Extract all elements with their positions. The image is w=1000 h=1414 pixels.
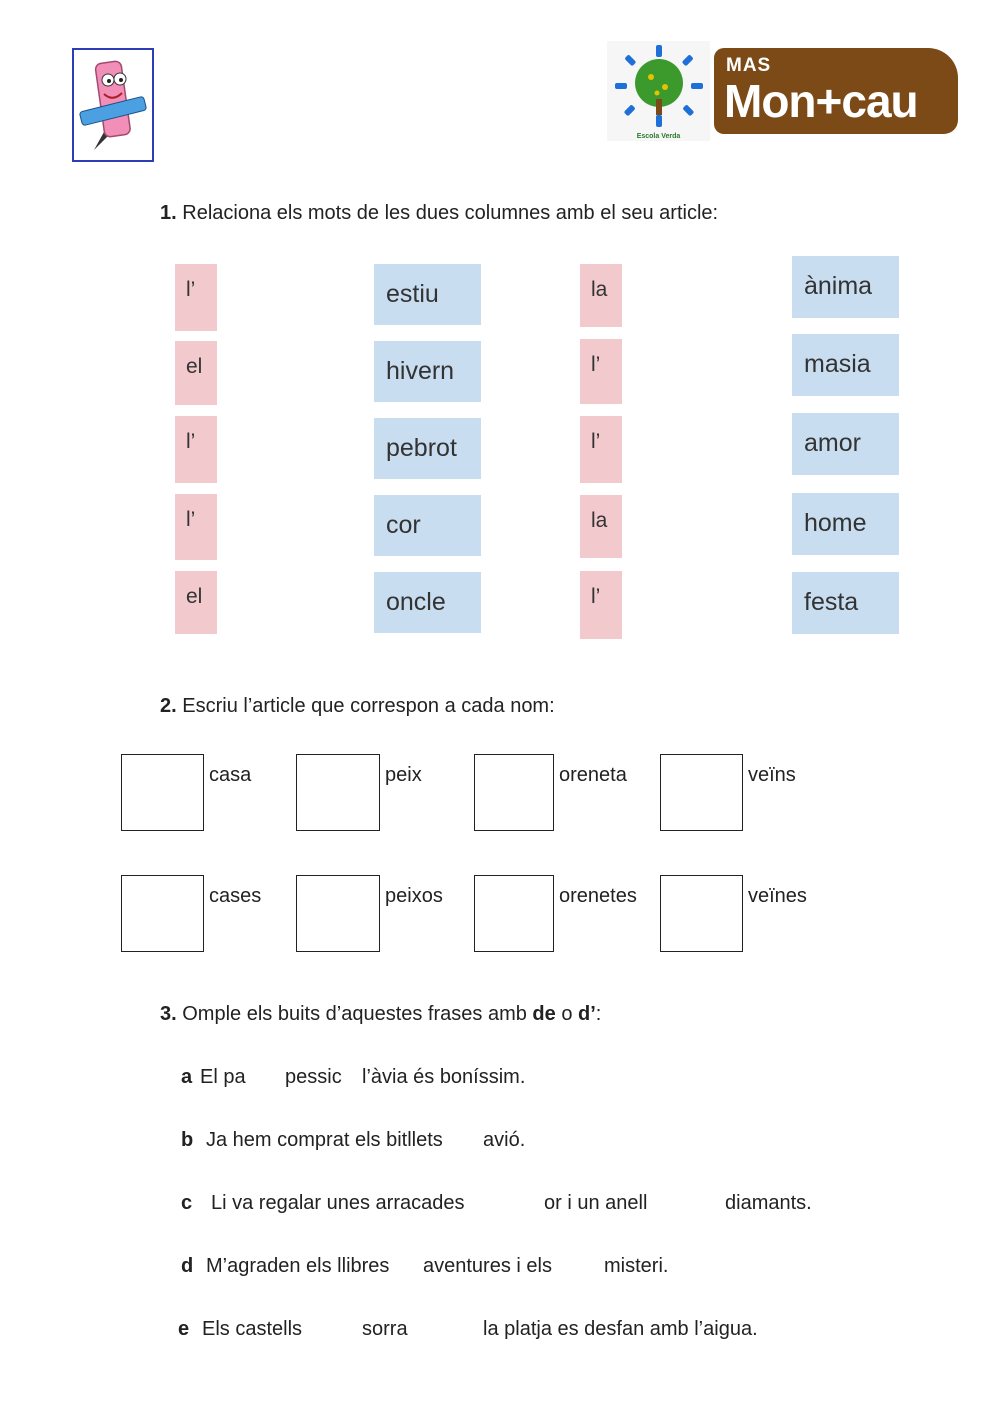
q2-noun: peixos (385, 885, 443, 907)
q3-sentence-part: or i un anell (544, 1192, 648, 1214)
q2-text: Escriu l’article que correspon a cada nom: (182, 695, 555, 717)
q1-col1-word[interactable]: pebrot (374, 418, 481, 479)
q1-col1-word[interactable]: oncle (374, 572, 481, 633)
q2-answer-box[interactable] (474, 754, 554, 831)
q3-sentence-part: Els castells (202, 1318, 303, 1340)
q2-noun: oreneta (559, 764, 627, 786)
q1-col1-article[interactable]: l’ (175, 416, 217, 483)
q3-sentence-part: Ja hem comprat els bitllets (206, 1129, 443, 1151)
q3-sentence-part: avió. (483, 1129, 526, 1151)
q2-noun: veïnes (748, 885, 807, 907)
q1-col1-article[interactable]: l’ (175, 264, 217, 331)
q1-col2-article[interactable]: la (580, 495, 622, 558)
q3-sentence-part: l’àvia és boníssim. (362, 1066, 526, 1088)
q1-number: 1. (160, 202, 177, 224)
q1-col1-article[interactable]: l’ (175, 494, 217, 560)
q1-col1-word[interactable]: hivern (374, 341, 481, 402)
logo-montcau-text: Mon+cau (724, 75, 918, 127)
q3-sentence-part: aventures i els (423, 1255, 552, 1277)
logo-mas-text: MAS (726, 55, 772, 76)
q3-instruction (160, 1003, 601, 1026)
q1-col1-article[interactable]: el (175, 341, 217, 405)
q3-text: Omple els buits d’aquestes frases amb (182, 1003, 527, 1025)
q1-col2-word[interactable]: amor (792, 413, 899, 475)
escola-verda-label: Escola Verda (636, 133, 681, 140)
q3-sentence-letter: a (181, 1066, 193, 1088)
q2-answer-box[interactable] (296, 875, 380, 952)
mas-montcau-logo (714, 48, 958, 134)
pencil-mascot-icon (74, 50, 152, 160)
q2-noun: cases (209, 885, 262, 907)
q3-option-d: d’ (578, 1003, 596, 1025)
q1-col2-article[interactable]: l’ (580, 416, 622, 483)
q3-sentence-letter: b (181, 1129, 194, 1151)
q2-noun: veïns (748, 764, 796, 786)
q3-sentence-part: sorra (362, 1318, 408, 1340)
q2-answer-box[interactable] (474, 875, 554, 952)
q2-answer-box[interactable] (121, 875, 204, 952)
q2-noun: orenetes (559, 885, 637, 907)
q3-text-or: o (561, 1003, 573, 1025)
q1-col1-word[interactable]: estiu (374, 264, 481, 325)
q3-sentence-part: la platja es desfan amb l’aigua. (483, 1318, 758, 1340)
q2-noun: casa (209, 764, 252, 786)
q1-col2-article[interactable]: l’ (580, 571, 622, 639)
q3-sentence-letter: c (181, 1192, 193, 1214)
q1-col2-word[interactable]: home (792, 493, 899, 555)
q1-col1-article[interactable]: el (175, 571, 217, 634)
q2-noun: peix (385, 764, 422, 786)
q1-instruction (160, 202, 718, 225)
q3-sentence-part: misteri. (604, 1255, 669, 1277)
q3-sentence-part: El pa (200, 1066, 246, 1088)
q3-sentence-part: pessic (285, 1066, 342, 1088)
q2-instruction (160, 695, 555, 718)
q3-number: 3. (160, 1003, 177, 1025)
q2-answer-box[interactable] (296, 754, 380, 831)
mascot-logo (72, 48, 154, 162)
q1-col2-article[interactable]: l’ (580, 339, 622, 404)
q1-text: Relaciona els mots de les dues columnes amb el seu article: (182, 202, 719, 224)
q2-answer-box[interactable] (660, 875, 743, 952)
q3-sentence-part: diamants. (725, 1192, 812, 1214)
q1-col2-article[interactable]: la (580, 264, 622, 327)
q3-sentence-letter: e (178, 1318, 190, 1340)
escola-verda-logo (607, 41, 710, 141)
q1-col1-word[interactable]: cor (374, 495, 481, 556)
q2-number: 2. (160, 695, 177, 717)
q3-sentence-part: Li va regalar unes arracades (211, 1192, 465, 1214)
q1-col2-word[interactable]: ànima (792, 256, 899, 318)
sun-tree-icon (607, 41, 710, 131)
q2-answer-box[interactable] (121, 754, 204, 831)
q2-answer-box[interactable] (660, 754, 743, 831)
q1-col2-word[interactable]: festa (792, 572, 899, 634)
q1-col2-word[interactable]: masia (792, 334, 899, 396)
q3-sentence-part: M’agraden els llibres (206, 1255, 390, 1277)
q3-colon: : (595, 1003, 602, 1025)
q3-sentence-letter: d (181, 1255, 194, 1277)
q3-option-de: de (532, 1003, 556, 1025)
